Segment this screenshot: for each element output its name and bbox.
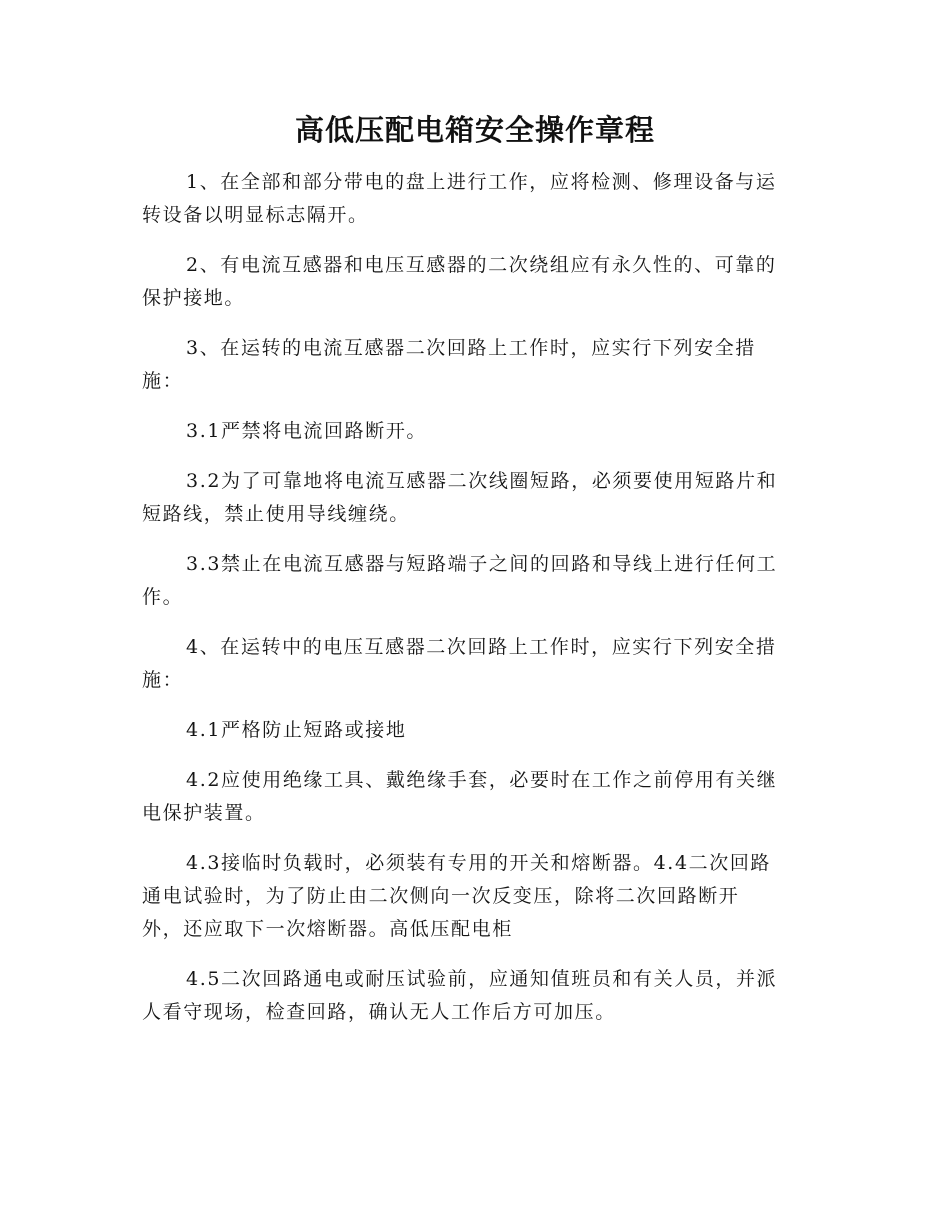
- paragraph-4: [142, 631, 810, 697]
- paragraph-3-3: [142, 548, 810, 614]
- paragraph-4-2: [142, 764, 810, 830]
- paragraph-line: 3.1严禁将电流回路断开。: [186, 420, 428, 442]
- paragraph-3: [142, 332, 810, 398]
- paragraph-4-1: [142, 714, 810, 747]
- paragraph-line: 通电试验时，为了防止由二次侧向一次反变压，除将二次回路断开: [142, 885, 740, 907]
- paragraph-3-2: [142, 465, 810, 531]
- paragraph-4-5: [142, 963, 810, 1029]
- paragraph-line: 2、有电流互感器和电压互感器的二次绕组应有永久性的、可靠的: [186, 254, 777, 276]
- paragraph-line: 施：: [142, 370, 184, 392]
- paragraph-line: 保护接地。: [142, 287, 246, 309]
- paragraph-line: 4.2应使用绝缘工具、戴绝缘手套，必要时在工作之前停用有关继: [186, 769, 778, 791]
- paragraph-line: 转设备以明显标志隔开。: [142, 204, 369, 226]
- paragraph-line: 电保护装置。: [142, 802, 266, 824]
- paragraph-line: 1、在全部和部分带电的盘上进行工作，应将检测、修理设备与运: [186, 171, 777, 193]
- document-title: 高低压配电箱安全操作章程: [294, 113, 655, 147]
- paragraph-line: 4、在运转中的电压互感器二次回路上工作时，应实行下列安全措: [186, 636, 777, 658]
- paragraph-line: 3.2为了可靠地将电流互感器二次线圈短路，必须要使用短路片和: [186, 470, 778, 492]
- paragraph-line: 4.5二次回路通电或耐压试验前，应通知值班员和有关人员，并派: [186, 968, 778, 990]
- paragraph-line: 3.3禁止在电流互感器与短路端子之间的回路和导线上进行任何工: [186, 553, 778, 575]
- paragraph-2: [142, 249, 810, 315]
- document-body: [142, 166, 810, 1046]
- paragraph-line: 人看守现场，检查回路，确认无人工作后方可加压。: [142, 1001, 616, 1023]
- paragraph-line: 施：: [142, 669, 184, 691]
- paragraph-line: 4.3接临时负载时，必须装有专用的开关和熔断器。4.4二次回路: [186, 852, 772, 874]
- paragraph-line: 3、在运转的电流互感器二次回路上工作时，应实行下列安全措: [186, 337, 756, 359]
- paragraph-line: 作。: [142, 586, 184, 608]
- paragraph-4-3: [142, 847, 810, 946]
- paragraph-line: 短路线，禁止使用导线缠绕。: [142, 503, 410, 525]
- paragraph-line: 4.1严格防止短路或接地: [186, 719, 407, 741]
- paragraph-1: [142, 166, 810, 232]
- paragraph-line: 外，还应取下一次熔断器。高低压配电柜: [142, 918, 513, 940]
- paragraph-3-1: [142, 415, 810, 448]
